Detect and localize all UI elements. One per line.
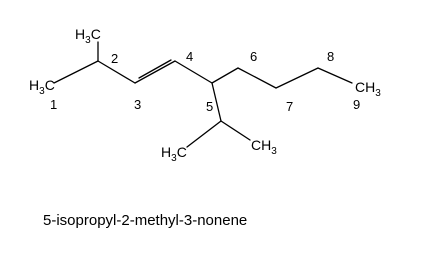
bond-c5-c6 — [212, 68, 238, 83]
carbon-number-2: 2 — [111, 51, 119, 66]
carbon-number-8: 8 — [327, 49, 335, 64]
bond-isopropyl-right — [221, 121, 250, 140]
methyl-group-c1: $H_3C$ — [29, 77, 55, 97]
bond-c5-isopropyl — [212, 83, 221, 121]
methyl-group-top: $H_3C$ — [75, 26, 101, 46]
carbon-number-7: 7 — [286, 99, 294, 114]
bond-c8-c9 — [318, 68, 352, 83]
bond-c3-c4-double — [139, 60, 171, 78]
carbon-number-3: 3 — [134, 97, 142, 112]
compound-name-caption: 5-isopropyl-2-methyl-3-nonene — [43, 212, 248, 229]
bond-c6-c7 — [238, 68, 276, 88]
methyl-group-isopropyl-left: $H_3C$ — [161, 144, 187, 164]
carbon-number-5: 5 — [206, 99, 214, 114]
carbon-number-4: 4 — [186, 49, 194, 64]
bond-c7-c8 — [276, 68, 318, 88]
bond-c4-c5 — [175, 61, 212, 83]
carbon-number-6: 6 — [250, 49, 258, 64]
carbon-number-9: 9 — [353, 97, 361, 112]
methyl-group-c9: $CH_3$ — [355, 79, 381, 99]
carbon-numbers — [50, 49, 360, 114]
carbon-number-1: 1 — [50, 97, 58, 112]
bond-c1-c2 — [54, 61, 98, 83]
bond-lines — [54, 42, 352, 147]
bond-isopropyl-left — [187, 121, 221, 147]
methyl-group-isopropyl-right: $CH_3$ — [251, 137, 277, 157]
bond-c3-c4 — [135, 61, 175, 83]
